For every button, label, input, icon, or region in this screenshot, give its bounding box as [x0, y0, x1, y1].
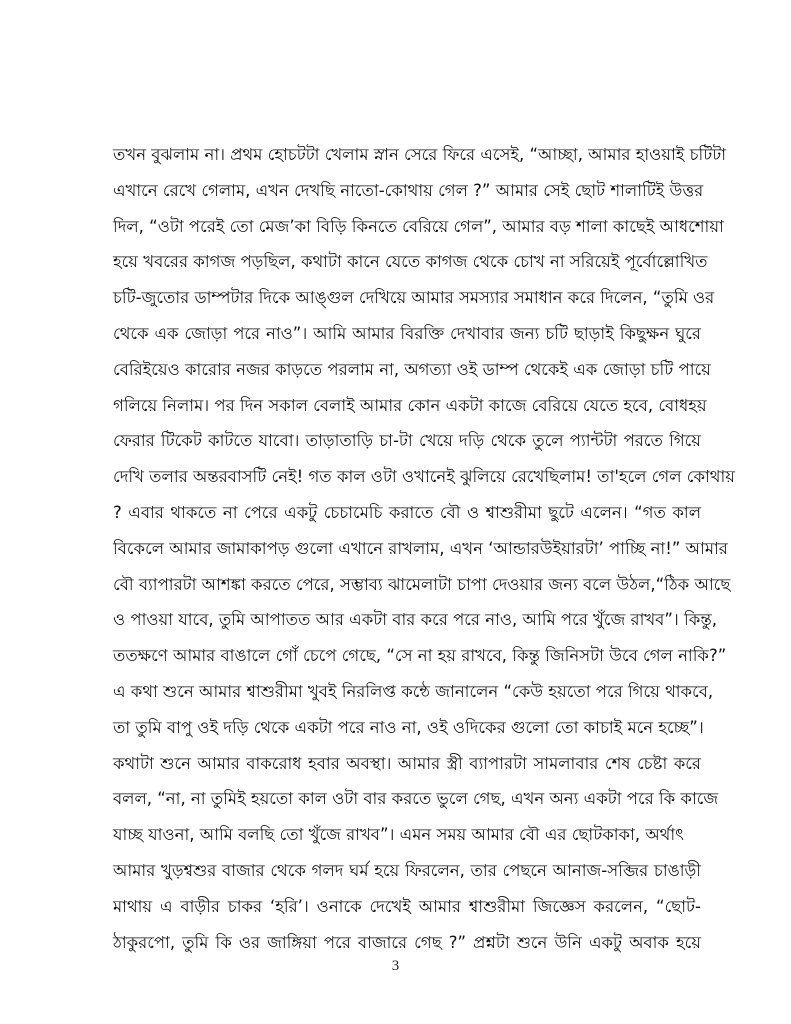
text-line: এখানে রেখে গেলাম, এখন দেখছি নাতো-কোথায় গেল ?” আমার সেই ছোট শালাটিই উত্তর [113, 180, 704, 200]
text-line: থেকে এক জোড়া পরে নাও”। আমি আমার বিরক্তি দেখাবার জন্য চটি ছাড়াই কিছুক্ষন ঘুরে [113, 323, 701, 343]
text-line: ঠাকুরপো, তুমি কি ওর জাঙ্গিয়া পরে বাজারে গেছ ?” প্রশ্নটা শুনে উনি একটু অবাক হয়ে [113, 932, 701, 952]
text-line: ততক্ষণে আমার বাঙালে গোঁ চেপে গেছে, “সে না হয় রাখবে, কিন্তু জিনিসটা উবে গেল নাকি?” [113, 646, 727, 666]
text-line: বেরিইয়েও কারোর নজর কাড়তে পরলাম না, অগত্যা ওই ডাম্প থেকেই এক জোড়া চটি পায়ে [113, 359, 711, 379]
text-line: যাচ্ছ যাওনা, আমি বলছি তো খুঁজে রাখব”। এমন সময় আমার বৌ এর ছোটকাকা, অর্থাৎ [113, 825, 684, 845]
text-line: ও পাওয়া যাবে, তুমি আপাতত আর একটা বার করে পরে নাও, আমি পরে খুঁজে রাখব”। কিন্তু, [113, 610, 717, 630]
body-text [113, 137, 735, 960]
text-line: বলল, “না, না তুমিই হয়তো কাল ওটা বার করতে ভুলে গেছ, এখন অন্য একটা পরে কি কাজে [113, 789, 719, 809]
text-line: গলিয়ে নিলাম। পর দিন সকাল বেলাই আমার কোন একটা কাজে বেরিয়ে যেতে হবে, বোধহয় [113, 395, 707, 415]
text-line: হয়ে খবরের কাগজ পড়ছিল, কথাটা কানে যেতে কাগজ থেকে চোখ না সরিয়েই পূর্বোল্লোখিত [113, 252, 708, 272]
text-line: মাথায় এ বাড়ীর চাকর ‘হরি’। ওনাকে দেখেই আমার শ্বাশুরীমা জিজ্ঞেস করলেন, “ছোট- [113, 896, 701, 916]
text-line: দিল, “ওটা পরেই তো মেজ’কা বিড়ি কিনতে বেরিয়ে গেল”, আমার বড় শালা কাছেই আধশোয়া [113, 216, 724, 236]
text-line: বিকেলে আমার জামাকাপড় গুলো এখানে রাখলাম, এখন ‘আন্ডারউইয়ারটা’ পাচ্ছি না!” আমার [113, 538, 728, 558]
text-line: তা তুমি বাপু ওই দড়ি থেকে একটা পরে নাও না, ওই ওদিকের গুলো তো কাচাই মনে হচ্ছে”। [113, 717, 704, 737]
text-line: চটি-জুতোর ডাম্পটার দিকে আঙ্গুল দেখিয়ে আমার সমস্যার সমাধান করে দিলেন, “তুমি ওর [113, 288, 715, 308]
text-line: এ কথা শুনে আমার শ্বাশুরীমা খুবই নিরলিপ্ত কন্ঠে জানালেন “কেউ হয়তো পরে গিয়ে থাকবে, [113, 681, 714, 701]
text-line: বৌ ব্যাপারটা আশঙ্কা করতে পেরে, সম্ভাব্য ঝামেলাটা চাপা দেওয়ার জন্য বলে উঠল,“ঠিক আছে [113, 574, 731, 594]
text-line: ফেরার টিকেট কাটতে যাবো। তাড়াতাড়ি চা-টা খেয়ে দড়ি থেকে তুলে প্যান্টটা পরতে গিয়ে [113, 431, 701, 451]
page-number: 3 [391, 958, 400, 974]
text-line: ? এবার থাকতে না পেরে একটু চেচামেচি করাতে বৌ ও শ্বাশুরীমা ছুটে এলেন। “গত কাল [113, 502, 701, 522]
text-line: তখন বুঝলাম না। প্রথম হোচটটা খেলাম স্নান সেরে ফিরে এসেই, “আচ্ছা, আমার হাওয়াই চটিটা [113, 145, 727, 164]
text-line: দেখি তলার অন্তরবাসটি নেই! গত কাল ওটা ওখানেই ঝুলিয়ে রেখেছিলাম! তা'হলে গেল কোথায় [113, 467, 735, 487]
text-line: কথাটা শুনে আমার বাকরোধ হবার অবস্থা। আমার স্ত্রী ব্যাপারটা সামলাবার শেষ চেষ্টা করে [113, 753, 701, 773]
text-line: আমার খুড়শ্বশুর বাজার থেকে গলদ ঘর্ম হয়ে ফিরলেন, তার পেছনে আনাজ-সব্জির চাঙাড়ী [113, 860, 701, 880]
